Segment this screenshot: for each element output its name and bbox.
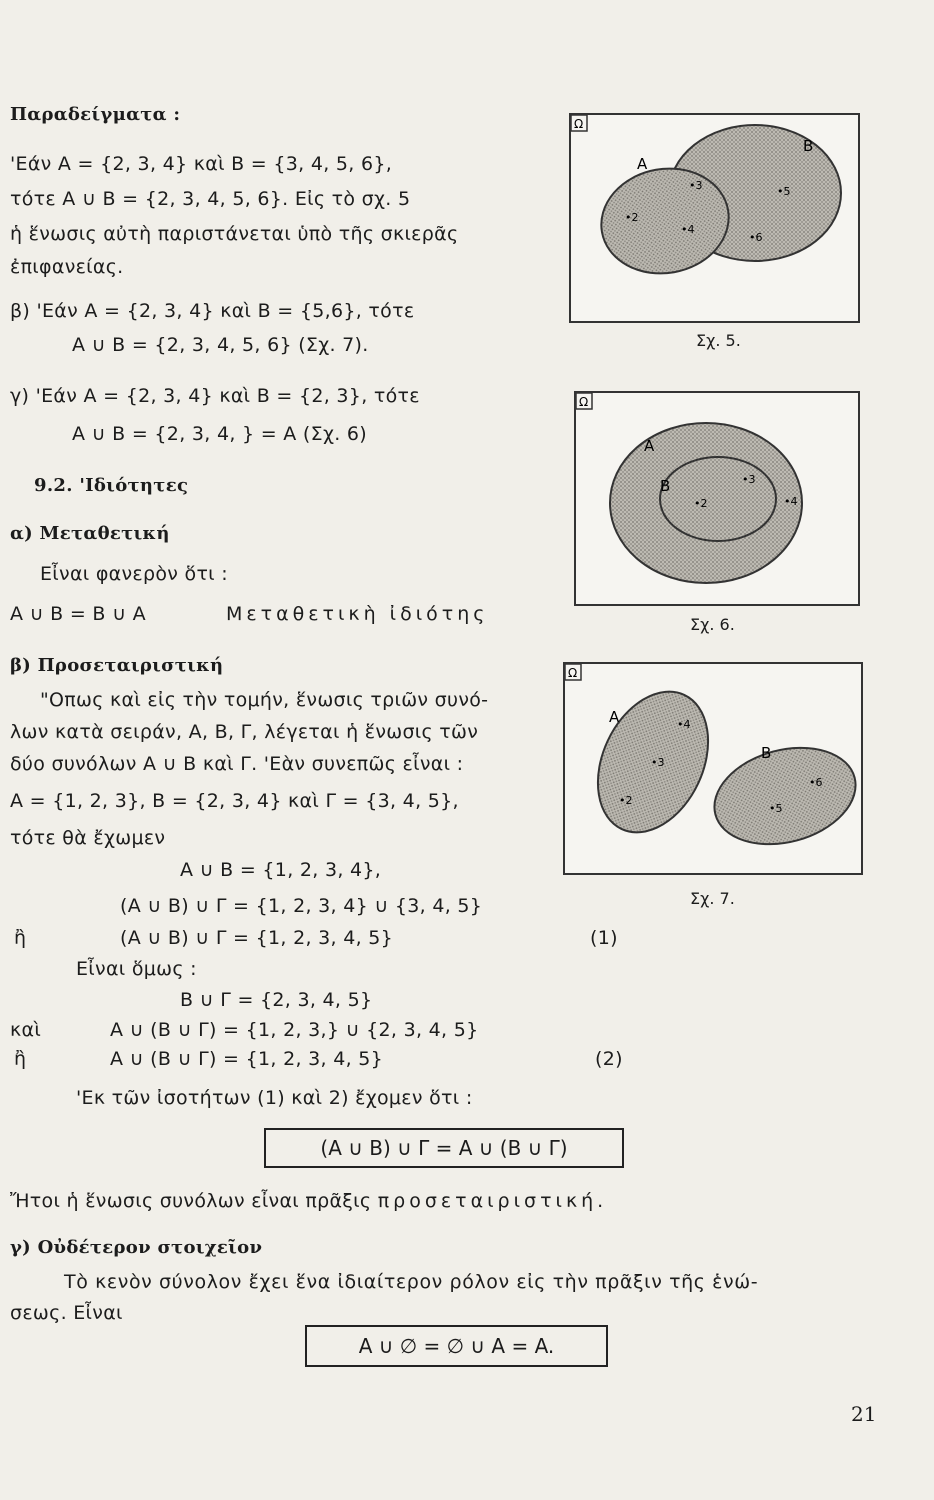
universe-label: Ω [574,117,584,131]
associative-law-box [264,1128,624,1168]
figure-7-venn [565,664,861,873]
element-4: •4 [677,718,691,731]
gamma-paragraph-2: σεως. Εἶναι [10,1302,123,1324]
also-text: Εἶναι ὅμως : [76,958,197,980]
equation-5-prefix: καὶ [10,1019,42,1041]
equation-6-number: (2) [595,1048,623,1070]
set-b-label: B [761,744,772,762]
figure-5 [569,113,860,323]
set-b-label: B [803,137,814,155]
examples-heading: Παραδείγματα : [10,104,181,125]
element-5: •5 [769,802,783,815]
gamma-paragraph-1: Τὸ κενὸν σύνολον ἔχει ἕνα ἰδιαίτερον ρόλον εἰς τὴν πρᾶξιν τῆς ἑνώ- [64,1271,759,1293]
universe-label: Ω [568,666,578,680]
identity-formula: A ∪ ∅ = ∅ ∪ A = A. [358,1334,555,1358]
section-heading: 9.2. 'Ιδιότητες [34,475,189,496]
equation-3: (A ∪ B) ∪ Γ = {1, 2, 3, 4, 5} [120,927,394,949]
identity-box [305,1325,608,1367]
set-a-label: A [609,708,620,726]
element-2: •2 [625,211,639,224]
element-3: •3 [689,179,703,192]
set-b-label: B [660,477,671,495]
set-a-label: A [637,155,648,173]
associative-law-formula: (A ∪ B) ∪ Γ = A ∪ (B ∪ Γ) [320,1136,568,1160]
example-b-line-2: A ∪ B = {2, 3, 4, 5, 6} (Σχ. 7). [72,334,369,356]
equation-5: A ∪ (B ∪ Γ) = {1, 2, 3,} ∪ {2, 3, 4, 5} [110,1019,479,1041]
example-line-3: ἡ ἕνωσις αὐτὴ παριστάνεται ὑπὸ τῆς σκιερᾶς [10,223,459,245]
set-a-label: A [644,437,655,455]
element-4: •4 [784,495,798,508]
alpha-property-name: Μεταθετικὴ ἰδιότης [226,603,489,625]
equation-6: A ∪ (B ∪ Γ) = {1, 2, 3, 4, 5} [110,1048,384,1070]
example-line-1: 'Εάν A = {2, 3, 4} καὶ B = {3, 4, 5, 6}, [10,153,393,175]
element-2: •2 [694,497,708,510]
beta-paragraph-1: "Οπως καὶ εἰς τὴν τομήν, ἕνωσις τριῶν συνό- [40,689,489,711]
figure-7 [563,662,863,875]
element-4: •4 [681,223,695,236]
universe-label: Ω [579,395,589,409]
page-number: 21 [851,1402,877,1426]
equation-3-number: (1) [590,927,618,949]
set-b-ellipse [704,733,861,859]
beta-then: τότε θὰ ἔχωμεν [10,827,166,849]
element-3: •3 [651,756,665,769]
figure-6-caption: Σχ. 6. [690,615,735,634]
equation-3-prefix: ἢ [14,927,27,949]
example-b-line-1: β) 'Εάν A = {2, 3, 4} καὶ B = {5,6}, τότε [10,300,415,322]
element-5: •5 [777,185,791,198]
conclusion-part-b: προσεταιριστική. [377,1190,608,1212]
figure-6 [574,391,860,606]
beta-heading: β) Προσεταιριστική [10,655,224,676]
beta-paragraph-2: λων κατὰ σειράν, A, B, Γ, λέγεται ἡ ἕνωσις τῶν [10,721,479,743]
beta-sets: A = {1, 2, 3}, B = {2, 3, 4} καὶ Γ = {3, 4, 5}, [10,790,459,812]
equation-1: A ∪ B = {1, 2, 3, 4}, [180,859,382,881]
equation-2: (A ∪ B) ∪ Γ = {1, 2, 3, 4} ∪ {3, 4, 5} [120,895,483,917]
alpha-heading: α) Μεταθετική [10,523,170,544]
alpha-formula: A ∪ B = B ∪ A [10,603,146,625]
example-line-2: τότε A ∪ B = {2, 3, 4, 5, 6}. Εἰς τὸ σχ. 5 [10,188,411,210]
element-6: •6 [809,776,823,789]
figure-7-caption: Σχ. 7. [690,889,735,908]
beta-paragraph-3: δύο συνόλων A ∪ B καὶ Γ. 'Εὰν συνεπῶς εἶναι : [10,753,464,775]
from-text: 'Εκ τῶν ἰσοτήτων (1) καὶ 2) ἔχομεν ὅτι : [76,1087,473,1109]
element-3: •3 [742,473,756,486]
equation-4: B ∪ Γ = {2, 3, 4, 5} [180,989,373,1011]
gamma-heading: γ) Οὐδέτερον στοιχεῖον [10,1237,263,1258]
figure-5-caption: Σχ. 5. [696,331,741,350]
conclusion-text [10,1190,607,1213]
example-c-line-2: A ∪ B = {2, 3, 4, } = A (Σχ. 6) [72,423,368,445]
example-line-4: ἐπιφανείας. [10,256,124,278]
figure-6-venn [576,393,858,604]
set-b-ellipse [660,457,776,541]
example-c-line-1: γ) 'Εάν A = {2, 3, 4} καὶ B = {2, 3}, τότε [10,385,420,407]
equation-6-prefix: ἢ [14,1048,27,1070]
figure-5-venn [571,115,858,321]
conclusion-part-a: Ἤτοι ἡ ἕνωσις συνόλων εἶναι πρᾶξις [10,1190,372,1212]
alpha-text: Εἶναι φανερὸν ὅτι : [40,563,228,585]
element-2: •2 [619,794,633,807]
element-6: •6 [749,231,763,244]
